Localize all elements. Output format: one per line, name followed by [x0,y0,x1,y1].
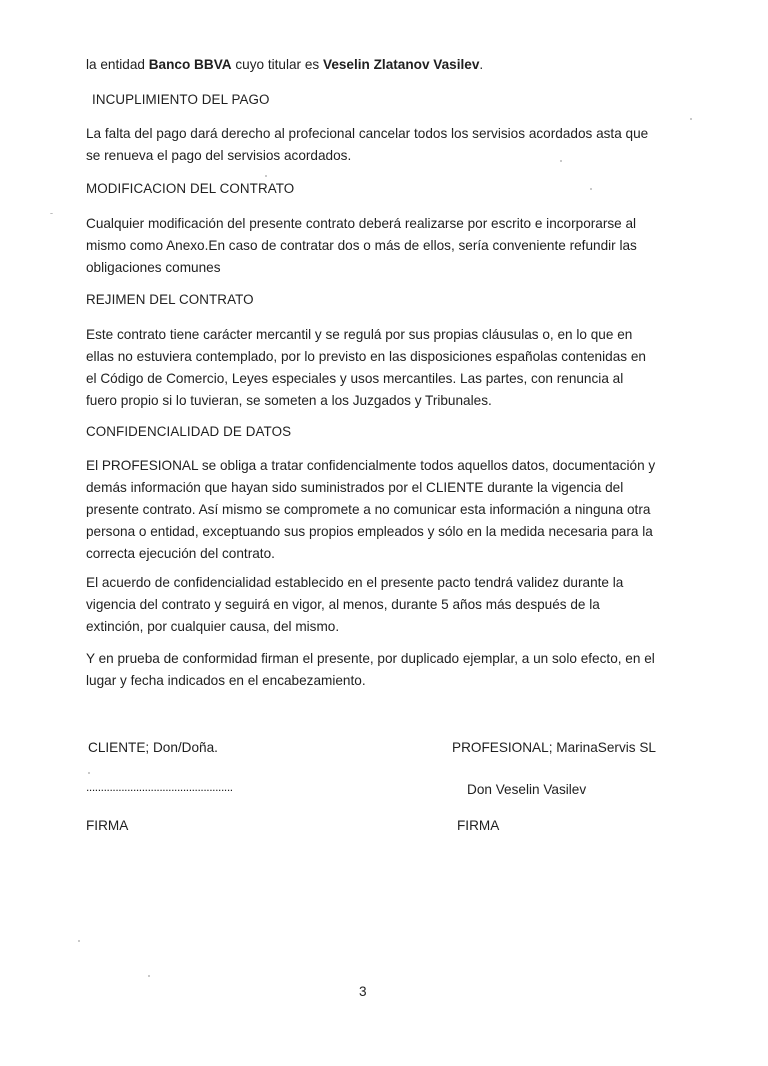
client-signature-line: .................................................. [86,780,233,794]
scan-speck [148,975,150,977]
bank-name: Banco BBVA [148,57,232,72]
scan-speck [690,118,692,120]
bank-line-pre: la entidad [86,57,149,72]
heading-rejimen: REJIMEN DEL CONTRATO [86,292,254,307]
scan-speck [265,175,267,177]
client-label: CLIENTE; Don/Doña. [88,740,218,755]
heading-modificacion: MODIFICACION DEL CONTRATO [86,181,295,196]
professional-signature-label: FIRMA [457,818,500,833]
paragraph-modificacion: Cualquier modificación del presente contrato deberá realizarse por escrito e incorporarse al mismo como Anexo.En caso de contratar dos o más de ellos, sería conveniente refundir las obligaciones comunes [86,216,637,275]
heading-incumplimiento: INCUPLIMIENTO DEL PAGO [92,92,270,107]
paragraph-confidencialidad-2: El acuerdo de confidencialidad establecido en el presente pacto tendrá validez durante la vigencia del contrato y seguirá en vigor, al menos, durante 5 años más después de la extinción, por cualquier causa, del mismo. [86,575,624,634]
account-holder: Veselin Zlatanov Vasilev [323,57,480,72]
scan-speck [88,772,90,774]
professional-name: Don Veselin Vasilev [467,782,587,797]
scan-speck [78,940,80,942]
paragraph-rejimen: Este contrato tiene carácter mercantil y se regulá por sus propias cláusulas o, en lo que en ellas no estuviera contemplado, por lo previsto en las disposiciones españolas contenidas en el Código de Comercio, Leyes especiales y usos mercantiles. Las partes, con renuncia al fuero propio si lo tuvieran, se someten a los Juzgados y Tribunales. [86,327,646,408]
professional-label: PROFESIONAL; MarinaServis SL [452,740,656,755]
paragraph-incumplimiento: La falta del pago dará derecho al profecional cancelar todos los servisios acordados asta que se renueva el pago del servisios acordados. [86,126,649,163]
scan-speck [50,213,53,214]
paragraph-confidencialidad-1: El PROFESIONAL se obliga a tratar confidencialmente todos aquellos datos, documentación y demás información que hayan sido suministrados por el CLIENTE durante la vigencia del presente contrato. Así mismo se compromete a no comunicar esta información a ninguna otra persona o entidad, exceptuando sus propios empleados y sólo en la medida necesaria para la correcta ejecución del contrato. [86,458,656,561]
bank-line-post: . [479,57,484,72]
page-number: 3 [359,984,367,999]
heading-confidencialidad: CONFIDENCIALIDAD DE DATOS [86,424,292,439]
bank-account-line [86,54,656,76]
paragraph-conformidad: Y en prueba de conformidad firman el presente, por duplicado ejemplar, a un solo efecto, en el lugar y fecha indicados en el encabezamiento. [86,651,655,688]
scan-speck [590,188,592,190]
client-signature-label: FIRMA [86,818,129,833]
bank-line-mid: cuyo titular es [231,57,323,72]
scan-speck [560,160,562,162]
